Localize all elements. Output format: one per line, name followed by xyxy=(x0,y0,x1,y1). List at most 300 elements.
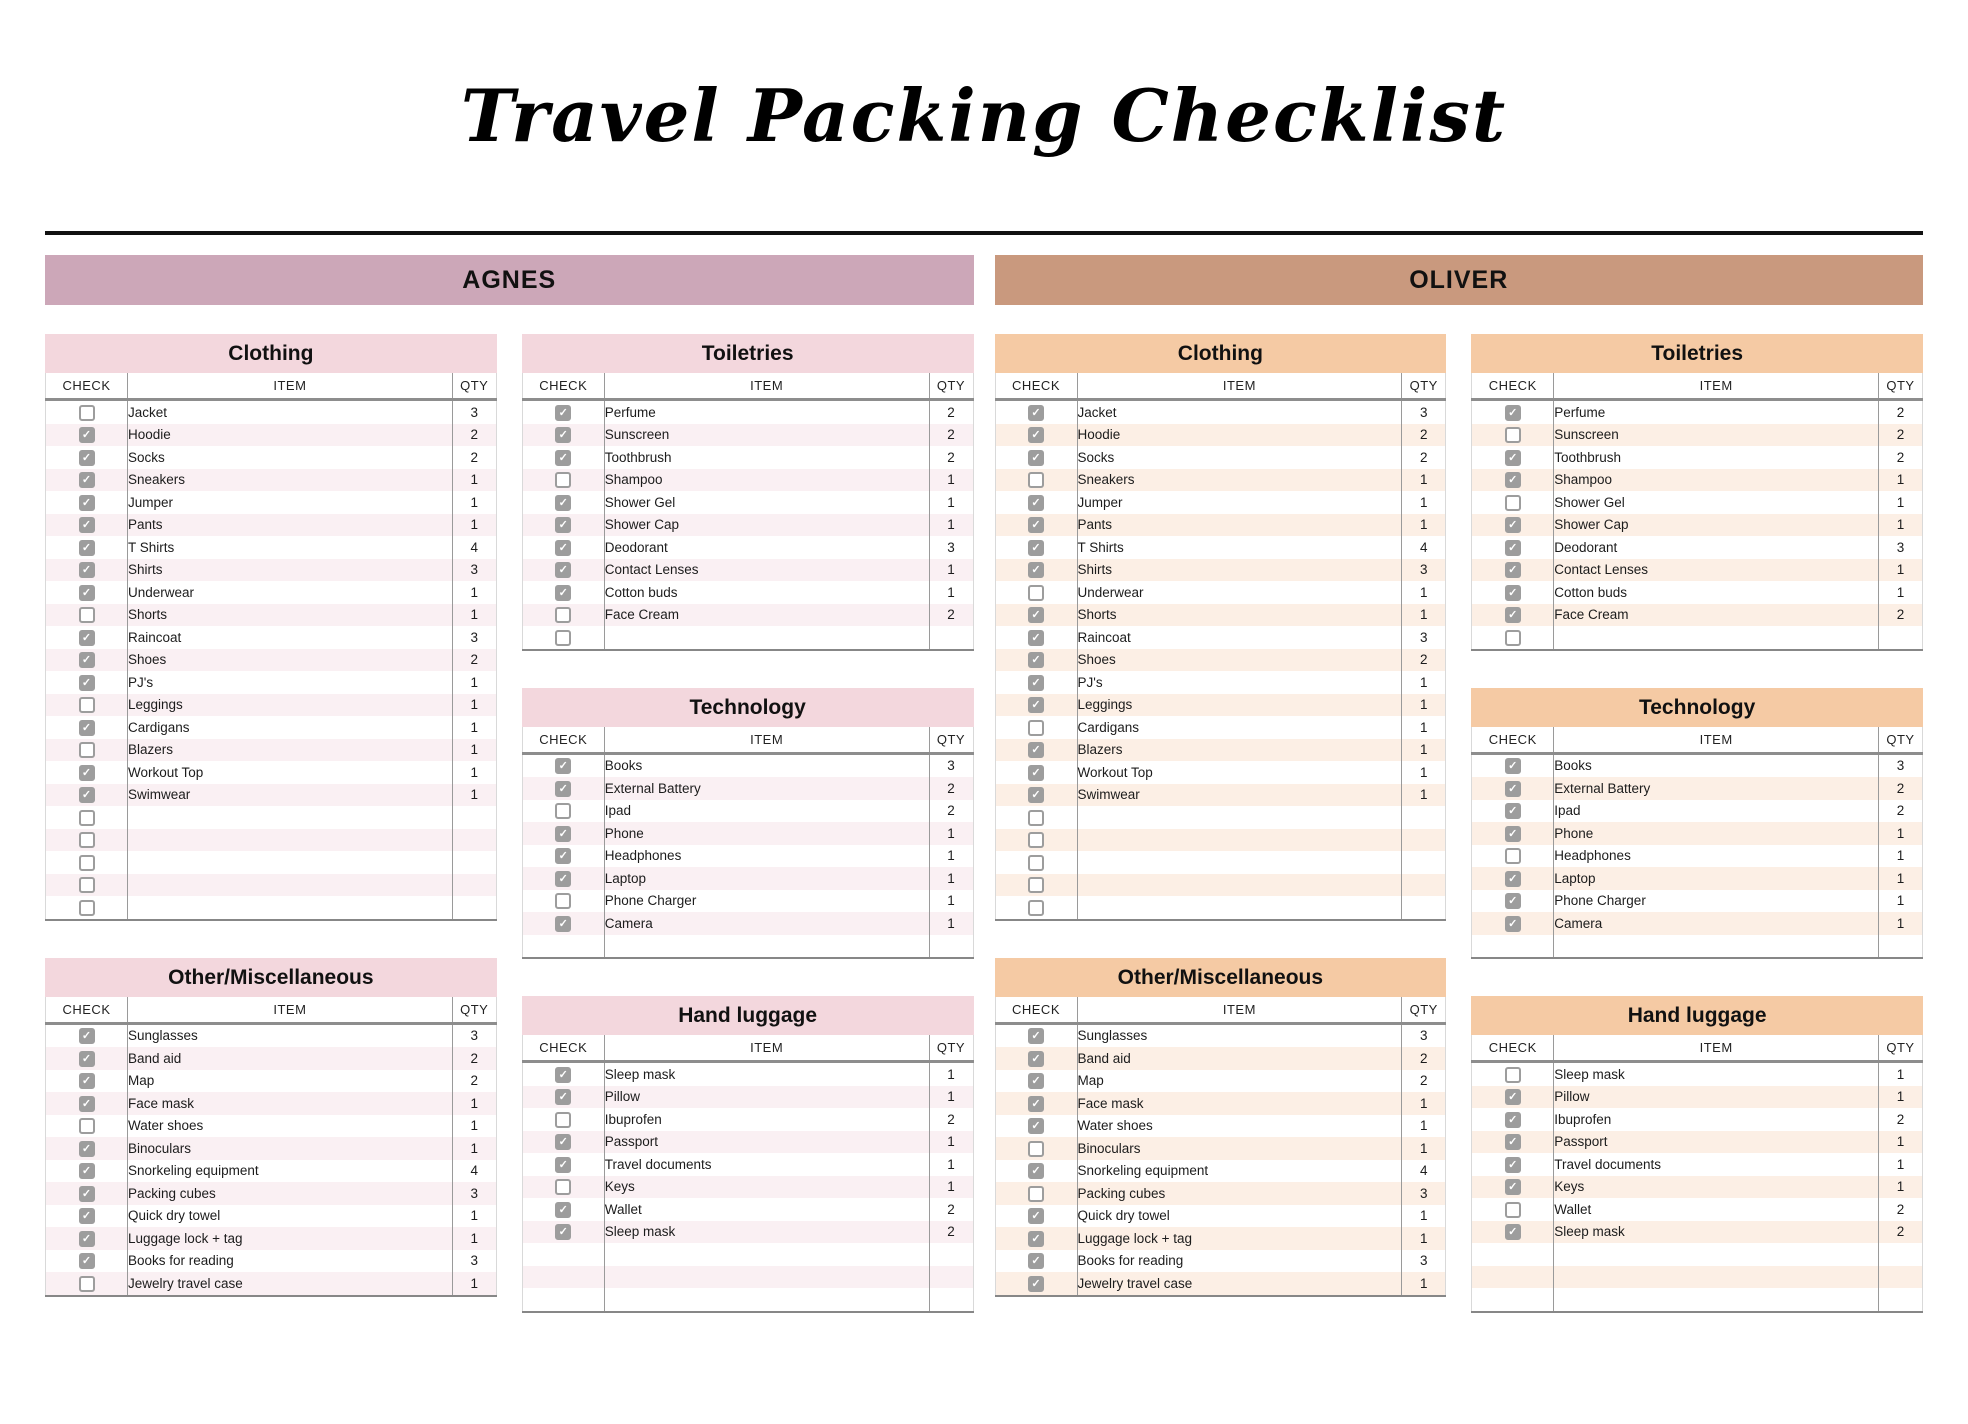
checkbox-checked[interactable]: ✓ xyxy=(1505,893,1521,909)
check-cell xyxy=(46,400,128,424)
checkbox-checked[interactable]: ✓ xyxy=(79,585,95,601)
check-cell xyxy=(1472,912,1554,935)
item-label: Ipad xyxy=(1554,800,1879,823)
checkbox-checked[interactable]: ✓ xyxy=(79,495,95,511)
checkbox-unchecked[interactable] xyxy=(1028,1141,1044,1157)
item-label: Sleep mask xyxy=(604,1062,929,1086)
checkbox-unchecked[interactable] xyxy=(1028,720,1044,736)
item-label xyxy=(128,896,453,920)
table-row xyxy=(46,581,497,604)
checkbox-checked[interactable]: ✓ xyxy=(79,1253,95,1269)
checkbox-checked[interactable]: ✓ xyxy=(1028,1073,1044,1089)
checkbox-checked[interactable]: ✓ xyxy=(79,562,95,578)
checkbox-checked[interactable]: ✓ xyxy=(79,765,95,781)
checkbox-unchecked[interactable] xyxy=(1028,855,1044,871)
qty-value: 1 xyxy=(929,1086,973,1109)
table-row xyxy=(522,424,973,447)
checkbox-checked[interactable]: ✓ xyxy=(555,405,571,421)
checkbox-checked[interactable]: ✓ xyxy=(555,781,571,797)
checkbox-unchecked[interactable] xyxy=(79,877,95,893)
check-cell xyxy=(522,469,604,492)
qty-value: 1 xyxy=(1402,784,1446,807)
table-row xyxy=(995,1160,1446,1183)
checkbox-checked[interactable]: ✓ xyxy=(79,540,95,556)
checkbox-unchecked[interactable] xyxy=(555,803,571,819)
item-label: Passport xyxy=(604,1131,929,1154)
item-label: Shoes xyxy=(128,649,453,672)
item-label: Socks xyxy=(1077,446,1402,469)
table-row xyxy=(46,1047,497,1070)
qty-value xyxy=(452,896,496,920)
item-label: Keys xyxy=(604,1176,929,1199)
checkbox-checked[interactable]: ✓ xyxy=(79,517,95,533)
table-row xyxy=(522,753,973,777)
check-cell xyxy=(46,1023,128,1047)
person-sections-agnes xyxy=(45,334,974,1313)
checkbox-checked[interactable]: ✓ xyxy=(79,630,95,646)
qty-value xyxy=(452,806,496,829)
item-label: Blazers xyxy=(1077,739,1402,762)
checkbox-checked[interactable]: ✓ xyxy=(1028,495,1044,511)
checkbox-checked[interactable]: ✓ xyxy=(1505,1112,1521,1128)
checkbox-checked[interactable]: ✓ xyxy=(1028,427,1044,443)
item-label: Shower Gel xyxy=(604,491,929,514)
checkbox-unchecked[interactable] xyxy=(555,607,571,623)
item-label: Shirts xyxy=(128,559,453,582)
checkbox-checked[interactable]: ✓ xyxy=(555,1224,571,1240)
table-row xyxy=(995,626,1446,649)
item-label: Phone Charger xyxy=(1554,890,1879,913)
check-cell xyxy=(46,1047,128,1070)
checkbox-checked[interactable]: ✓ xyxy=(79,1231,95,1247)
check-cell xyxy=(995,559,1077,582)
checkbox-checked[interactable]: ✓ xyxy=(1505,562,1521,578)
checkbox-checked[interactable]: ✓ xyxy=(1505,450,1521,466)
checkbox-checked[interactable]: ✓ xyxy=(79,787,95,803)
checkbox-unchecked[interactable] xyxy=(79,607,95,623)
item-label: Map xyxy=(1077,1070,1402,1093)
qty-value: 1 xyxy=(452,694,496,717)
checkbox-checked[interactable]: ✓ xyxy=(1505,1134,1521,1150)
clothing-table xyxy=(995,373,1447,921)
checkbox-checked[interactable]: ✓ xyxy=(1505,781,1521,797)
check-cell xyxy=(46,806,128,829)
item-label: Ibuprofen xyxy=(1554,1108,1879,1131)
checkbox-unchecked[interactable] xyxy=(79,1118,95,1134)
title-divider xyxy=(45,231,1923,235)
checkbox-unchecked[interactable] xyxy=(79,742,95,758)
section-title-technology: Technology xyxy=(522,688,974,727)
checkbox-checked[interactable]: ✓ xyxy=(1505,585,1521,601)
qty-value: 1 xyxy=(1879,1062,1923,1086)
checkbox-checked[interactable]: ✓ xyxy=(1028,1028,1044,1044)
section-title-toiletries: Toiletries xyxy=(1471,334,1923,373)
checkbox-unchecked[interactable] xyxy=(1028,585,1044,601)
table-row xyxy=(1472,1243,1923,1266)
checkbox-unchecked[interactable] xyxy=(79,697,95,713)
item-label: Underwear xyxy=(128,581,453,604)
qty-value: 1 xyxy=(452,1272,496,1296)
qty-value xyxy=(452,851,496,874)
checkbox-unchecked[interactable] xyxy=(555,1112,571,1128)
table-row xyxy=(995,446,1446,469)
table-header-row xyxy=(1472,1035,1923,1062)
table-row xyxy=(46,1092,497,1115)
checkbox-checked[interactable]: ✓ xyxy=(79,1051,95,1067)
qty-value: 3 xyxy=(1402,1182,1446,1205)
section-other-miscellaneous xyxy=(995,958,1447,1297)
checkbox-checked[interactable]: ✓ xyxy=(79,1163,95,1179)
checkbox-checked[interactable]: ✓ xyxy=(79,450,95,466)
checkbox-unchecked[interactable] xyxy=(1505,427,1521,443)
checkbox-checked[interactable]: ✓ xyxy=(555,1202,571,1218)
table-row xyxy=(46,626,497,649)
item-label: Blazers xyxy=(128,739,453,762)
checkbox-checked[interactable]: ✓ xyxy=(79,652,95,668)
table-row xyxy=(1472,1131,1923,1154)
item-label: Jumper xyxy=(128,491,453,514)
checkbox-checked[interactable]: ✓ xyxy=(1505,1224,1521,1240)
checkbox-unchecked[interactable] xyxy=(79,405,95,421)
checkbox-checked[interactable]: ✓ xyxy=(555,871,571,887)
person-column-agnes xyxy=(45,255,974,1313)
qty-value xyxy=(1402,851,1446,874)
check-cell xyxy=(522,514,604,537)
checkbox-unchecked[interactable] xyxy=(1028,877,1044,893)
checkbox-checked[interactable]: ✓ xyxy=(1028,1231,1044,1247)
table-row xyxy=(1472,604,1923,627)
check-cell xyxy=(1472,1243,1554,1266)
table-row xyxy=(1472,1198,1923,1221)
checkbox-checked[interactable]: ✓ xyxy=(1505,472,1521,488)
qty-value xyxy=(1879,1243,1923,1266)
table-row xyxy=(522,1108,973,1131)
qty-value: 1 xyxy=(452,514,496,537)
table-row xyxy=(1472,469,1923,492)
item-label: Phone xyxy=(604,822,929,845)
qty-value: 2 xyxy=(452,1070,496,1093)
checkbox-checked[interactable]: ✓ xyxy=(1505,1089,1521,1105)
check-cell xyxy=(995,739,1077,762)
qty-value: 2 xyxy=(929,1108,973,1131)
qty-value: 1 xyxy=(929,822,973,845)
checkbox-checked[interactable]: ✓ xyxy=(79,427,95,443)
table-row xyxy=(1472,1062,1923,1086)
qty-value xyxy=(1402,806,1446,829)
table-row xyxy=(46,1115,497,1138)
checkbox-checked[interactable]: ✓ xyxy=(555,826,571,842)
checkbox-unchecked[interactable] xyxy=(1028,472,1044,488)
clothing-table xyxy=(45,373,497,921)
item-label: Raincoat xyxy=(1077,626,1402,649)
checkbox-unchecked[interactable] xyxy=(1028,900,1044,916)
checkbox-checked[interactable]: ✓ xyxy=(1505,1179,1521,1195)
qty-value: 3 xyxy=(1402,400,1446,424)
checkbox-checked[interactable]: ✓ xyxy=(1505,517,1521,533)
check-cell xyxy=(1472,1266,1554,1289)
checkbox-checked[interactable]: ✓ xyxy=(1028,1276,1044,1292)
person-header-oliver: OLIVER xyxy=(995,255,1924,305)
table-row xyxy=(46,1160,497,1183)
checkbox-checked[interactable]: ✓ xyxy=(1505,803,1521,819)
table-row xyxy=(46,649,497,672)
table-row xyxy=(522,1086,973,1109)
checkbox-checked[interactable]: ✓ xyxy=(555,1089,571,1105)
qty-value: 1 xyxy=(1402,1115,1446,1138)
qty-value: 1 xyxy=(929,1131,973,1154)
section-hand-luggage xyxy=(522,996,974,1313)
table-row xyxy=(1472,491,1923,514)
table-row xyxy=(522,1131,973,1154)
table-row xyxy=(995,1137,1446,1160)
checkbox-checked[interactable]: ✓ xyxy=(1505,607,1521,623)
technology-table xyxy=(522,727,974,960)
checkbox-checked[interactable]: ✓ xyxy=(1028,607,1044,623)
checkbox-checked[interactable]: ✓ xyxy=(555,1157,571,1173)
person-sections-oliver xyxy=(995,334,1924,1313)
qty-value: 1 xyxy=(452,469,496,492)
checkbox-unchecked[interactable] xyxy=(79,1276,95,1292)
check-cell xyxy=(522,935,604,959)
check-cell xyxy=(522,1108,604,1131)
checkbox-checked[interactable]: ✓ xyxy=(1028,1096,1044,1112)
table-row xyxy=(995,1205,1446,1228)
qty-column-header: QTY xyxy=(929,373,973,400)
section-column xyxy=(995,334,1447,1313)
checkbox-unchecked[interactable] xyxy=(1028,810,1044,826)
checkbox-checked[interactable]: ✓ xyxy=(1028,1163,1044,1179)
section-column xyxy=(522,334,974,1313)
table-row xyxy=(1472,1176,1923,1199)
check-column-header: CHECK xyxy=(46,373,128,400)
check-cell xyxy=(522,581,604,604)
qty-value xyxy=(929,1288,973,1312)
table-row xyxy=(1472,845,1923,868)
table-row xyxy=(995,761,1446,784)
section-column xyxy=(1471,334,1923,1313)
table-row xyxy=(1472,1266,1923,1289)
table-row xyxy=(1472,626,1923,650)
item-label: Face mask xyxy=(128,1092,453,1115)
table-row xyxy=(522,1176,973,1199)
qty-value: 1 xyxy=(1402,514,1446,537)
checkbox-unchecked[interactable] xyxy=(1028,1186,1044,1202)
checkbox-checked[interactable]: ✓ xyxy=(555,562,571,578)
checkbox-checked[interactable]: ✓ xyxy=(1505,540,1521,556)
check-cell xyxy=(46,694,128,717)
checkbox-checked[interactable]: ✓ xyxy=(555,427,571,443)
checkbox-unchecked[interactable] xyxy=(1505,495,1521,511)
checkbox-checked[interactable]: ✓ xyxy=(555,585,571,601)
item-label: Sleep mask xyxy=(1554,1221,1879,1244)
checkbox-checked[interactable]: ✓ xyxy=(1028,630,1044,646)
checkbox-checked[interactable]: ✓ xyxy=(1028,1118,1044,1134)
checkbox-checked[interactable]: ✓ xyxy=(1028,405,1044,421)
check-cell xyxy=(995,1023,1077,1047)
checkbox-checked[interactable]: ✓ xyxy=(1028,652,1044,668)
checkbox-unchecked[interactable] xyxy=(79,855,95,871)
qty-value: 1 xyxy=(452,1227,496,1250)
qty-value xyxy=(1879,626,1923,650)
qty-value: 2 xyxy=(1402,1070,1446,1093)
checkbox-checked[interactable]: ✓ xyxy=(79,720,95,736)
qty-value: 1 xyxy=(1879,1086,1923,1109)
check-cell xyxy=(1472,1153,1554,1176)
check-cell xyxy=(995,1115,1077,1138)
section-title-clothing: Clothing xyxy=(995,334,1447,373)
checkbox-checked[interactable]: ✓ xyxy=(1505,826,1521,842)
checkbox-checked[interactable]: ✓ xyxy=(1028,540,1044,556)
checkbox-unchecked[interactable] xyxy=(1505,1202,1521,1218)
qty-value: 1 xyxy=(1402,671,1446,694)
checkbox-checked[interactable]: ✓ xyxy=(79,675,95,691)
item-label: Sunglasses xyxy=(128,1023,453,1047)
item-label: Perfume xyxy=(604,400,929,424)
item-label: Contact Lenses xyxy=(1554,559,1879,582)
check-cell xyxy=(1472,1108,1554,1131)
item-label: Leggings xyxy=(1077,694,1402,717)
check-cell xyxy=(46,851,128,874)
check-cell xyxy=(522,604,604,627)
checkbox-checked[interactable]: ✓ xyxy=(1028,450,1044,466)
checkbox-checked[interactable]: ✓ xyxy=(1028,787,1044,803)
checkbox-unchecked[interactable] xyxy=(79,900,95,916)
check-cell xyxy=(46,1205,128,1228)
checkbox-checked[interactable]: ✓ xyxy=(79,1141,95,1157)
checkbox-unchecked[interactable] xyxy=(1505,1067,1521,1083)
checkbox-checked[interactable]: ✓ xyxy=(1505,1157,1521,1173)
check-cell xyxy=(522,1198,604,1221)
checkbox-checked[interactable]: ✓ xyxy=(1028,517,1044,533)
check-cell xyxy=(1472,604,1554,627)
checkbox-checked[interactable]: ✓ xyxy=(1505,758,1521,774)
item-label: Ipad xyxy=(604,800,929,823)
qty-value: 2 xyxy=(929,424,973,447)
checkbox-checked[interactable]: ✓ xyxy=(1028,742,1044,758)
checkbox-checked[interactable]: ✓ xyxy=(1505,916,1521,932)
checkbox-checked[interactable]: ✓ xyxy=(1028,562,1044,578)
checkbox-unchecked[interactable] xyxy=(555,472,571,488)
checkbox-checked[interactable]: ✓ xyxy=(79,472,95,488)
checkbox-checked[interactable]: ✓ xyxy=(79,1186,95,1202)
check-cell xyxy=(995,604,1077,627)
checkbox-unchecked[interactable] xyxy=(1505,630,1521,646)
check-cell xyxy=(522,1131,604,1154)
checkbox-unchecked[interactable] xyxy=(79,810,95,826)
item-column-header: ITEM xyxy=(604,373,929,400)
check-column-header: CHECK xyxy=(995,997,1077,1024)
item-label: Cotton buds xyxy=(604,581,929,604)
checkbox-checked[interactable]: ✓ xyxy=(555,495,571,511)
check-cell xyxy=(995,1272,1077,1296)
item-label: Toothbrush xyxy=(604,446,929,469)
table-row xyxy=(522,626,973,650)
checkbox-checked[interactable]: ✓ xyxy=(555,916,571,932)
table-row xyxy=(46,400,497,424)
checkbox-unchecked[interactable] xyxy=(555,1179,571,1195)
table-row xyxy=(1472,753,1923,777)
checkbox-checked[interactable]: ✓ xyxy=(79,1073,95,1089)
qty-value: 4 xyxy=(452,536,496,559)
checkbox-checked[interactable]: ✓ xyxy=(1028,675,1044,691)
section-title-clothing: Clothing xyxy=(45,334,497,373)
checkbox-checked[interactable]: ✓ xyxy=(1505,405,1521,421)
checkbox-unchecked[interactable] xyxy=(555,630,571,646)
checkbox-checked[interactable]: ✓ xyxy=(555,1067,571,1083)
checkbox-checked[interactable]: ✓ xyxy=(555,758,571,774)
qty-value: 1 xyxy=(1879,1131,1923,1154)
checkbox-checked[interactable]: ✓ xyxy=(1028,1253,1044,1269)
checkbox-checked[interactable]: ✓ xyxy=(555,1134,571,1150)
check-column-header: CHECK xyxy=(522,727,604,754)
qty-value: 2 xyxy=(929,1198,973,1221)
check-cell xyxy=(1472,581,1554,604)
check-cell xyxy=(995,581,1077,604)
qty-value: 2 xyxy=(929,1221,973,1244)
checkbox-unchecked[interactable] xyxy=(555,893,571,909)
check-cell xyxy=(995,1227,1077,1250)
item-column-header: ITEM xyxy=(604,1035,929,1062)
check-column-header: CHECK xyxy=(1472,1035,1554,1062)
check-cell xyxy=(1472,559,1554,582)
table-row xyxy=(1472,822,1923,845)
checkbox-checked[interactable]: ✓ xyxy=(1505,871,1521,887)
item-label: Cardigans xyxy=(1077,716,1402,739)
check-cell xyxy=(995,694,1077,717)
item-label: Pillow xyxy=(604,1086,929,1109)
item-label: Sleep mask xyxy=(1554,1062,1879,1086)
table-row xyxy=(995,649,1446,672)
checkbox-unchecked[interactable] xyxy=(1505,848,1521,864)
check-cell xyxy=(995,761,1077,784)
item-label: Laptop xyxy=(604,867,929,890)
checkbox-checked[interactable]: ✓ xyxy=(555,848,571,864)
table-row xyxy=(46,671,497,694)
item-label: T Shirts xyxy=(1077,536,1402,559)
table-row xyxy=(46,829,497,852)
check-cell xyxy=(46,491,128,514)
qty-value: 3 xyxy=(452,1023,496,1047)
checkbox-unchecked[interactable] xyxy=(79,832,95,848)
checkbox-checked[interactable]: ✓ xyxy=(1028,1051,1044,1067)
qty-value: 3 xyxy=(929,536,973,559)
checkbox-checked[interactable]: ✓ xyxy=(79,1028,95,1044)
technology-table xyxy=(1471,727,1923,960)
checkbox-checked[interactable]: ✓ xyxy=(1028,1208,1044,1224)
qty-value: 1 xyxy=(929,1153,973,1176)
item-label: Packing cubes xyxy=(1077,1182,1402,1205)
check-cell xyxy=(1472,514,1554,537)
table-row xyxy=(995,1272,1446,1296)
qty-value: 2 xyxy=(1402,1047,1446,1070)
item-label: Travel documents xyxy=(1554,1153,1879,1176)
checkbox-checked[interactable]: ✓ xyxy=(1028,765,1044,781)
check-cell xyxy=(995,896,1077,920)
qty-value: 1 xyxy=(1402,716,1446,739)
checkbox-checked[interactable]: ✓ xyxy=(555,540,571,556)
check-cell xyxy=(1472,400,1554,424)
table-row xyxy=(522,912,973,935)
checkbox-checked[interactable]: ✓ xyxy=(555,517,571,533)
checkbox-checked[interactable]: ✓ xyxy=(79,1208,95,1224)
check-cell xyxy=(46,761,128,784)
checkbox-checked[interactable]: ✓ xyxy=(555,450,571,466)
table-row xyxy=(1472,581,1923,604)
check-cell xyxy=(522,424,604,447)
checkbox-unchecked[interactable] xyxy=(1028,832,1044,848)
checkbox-checked[interactable]: ✓ xyxy=(79,1096,95,1112)
checkbox-checked[interactable]: ✓ xyxy=(1028,697,1044,713)
